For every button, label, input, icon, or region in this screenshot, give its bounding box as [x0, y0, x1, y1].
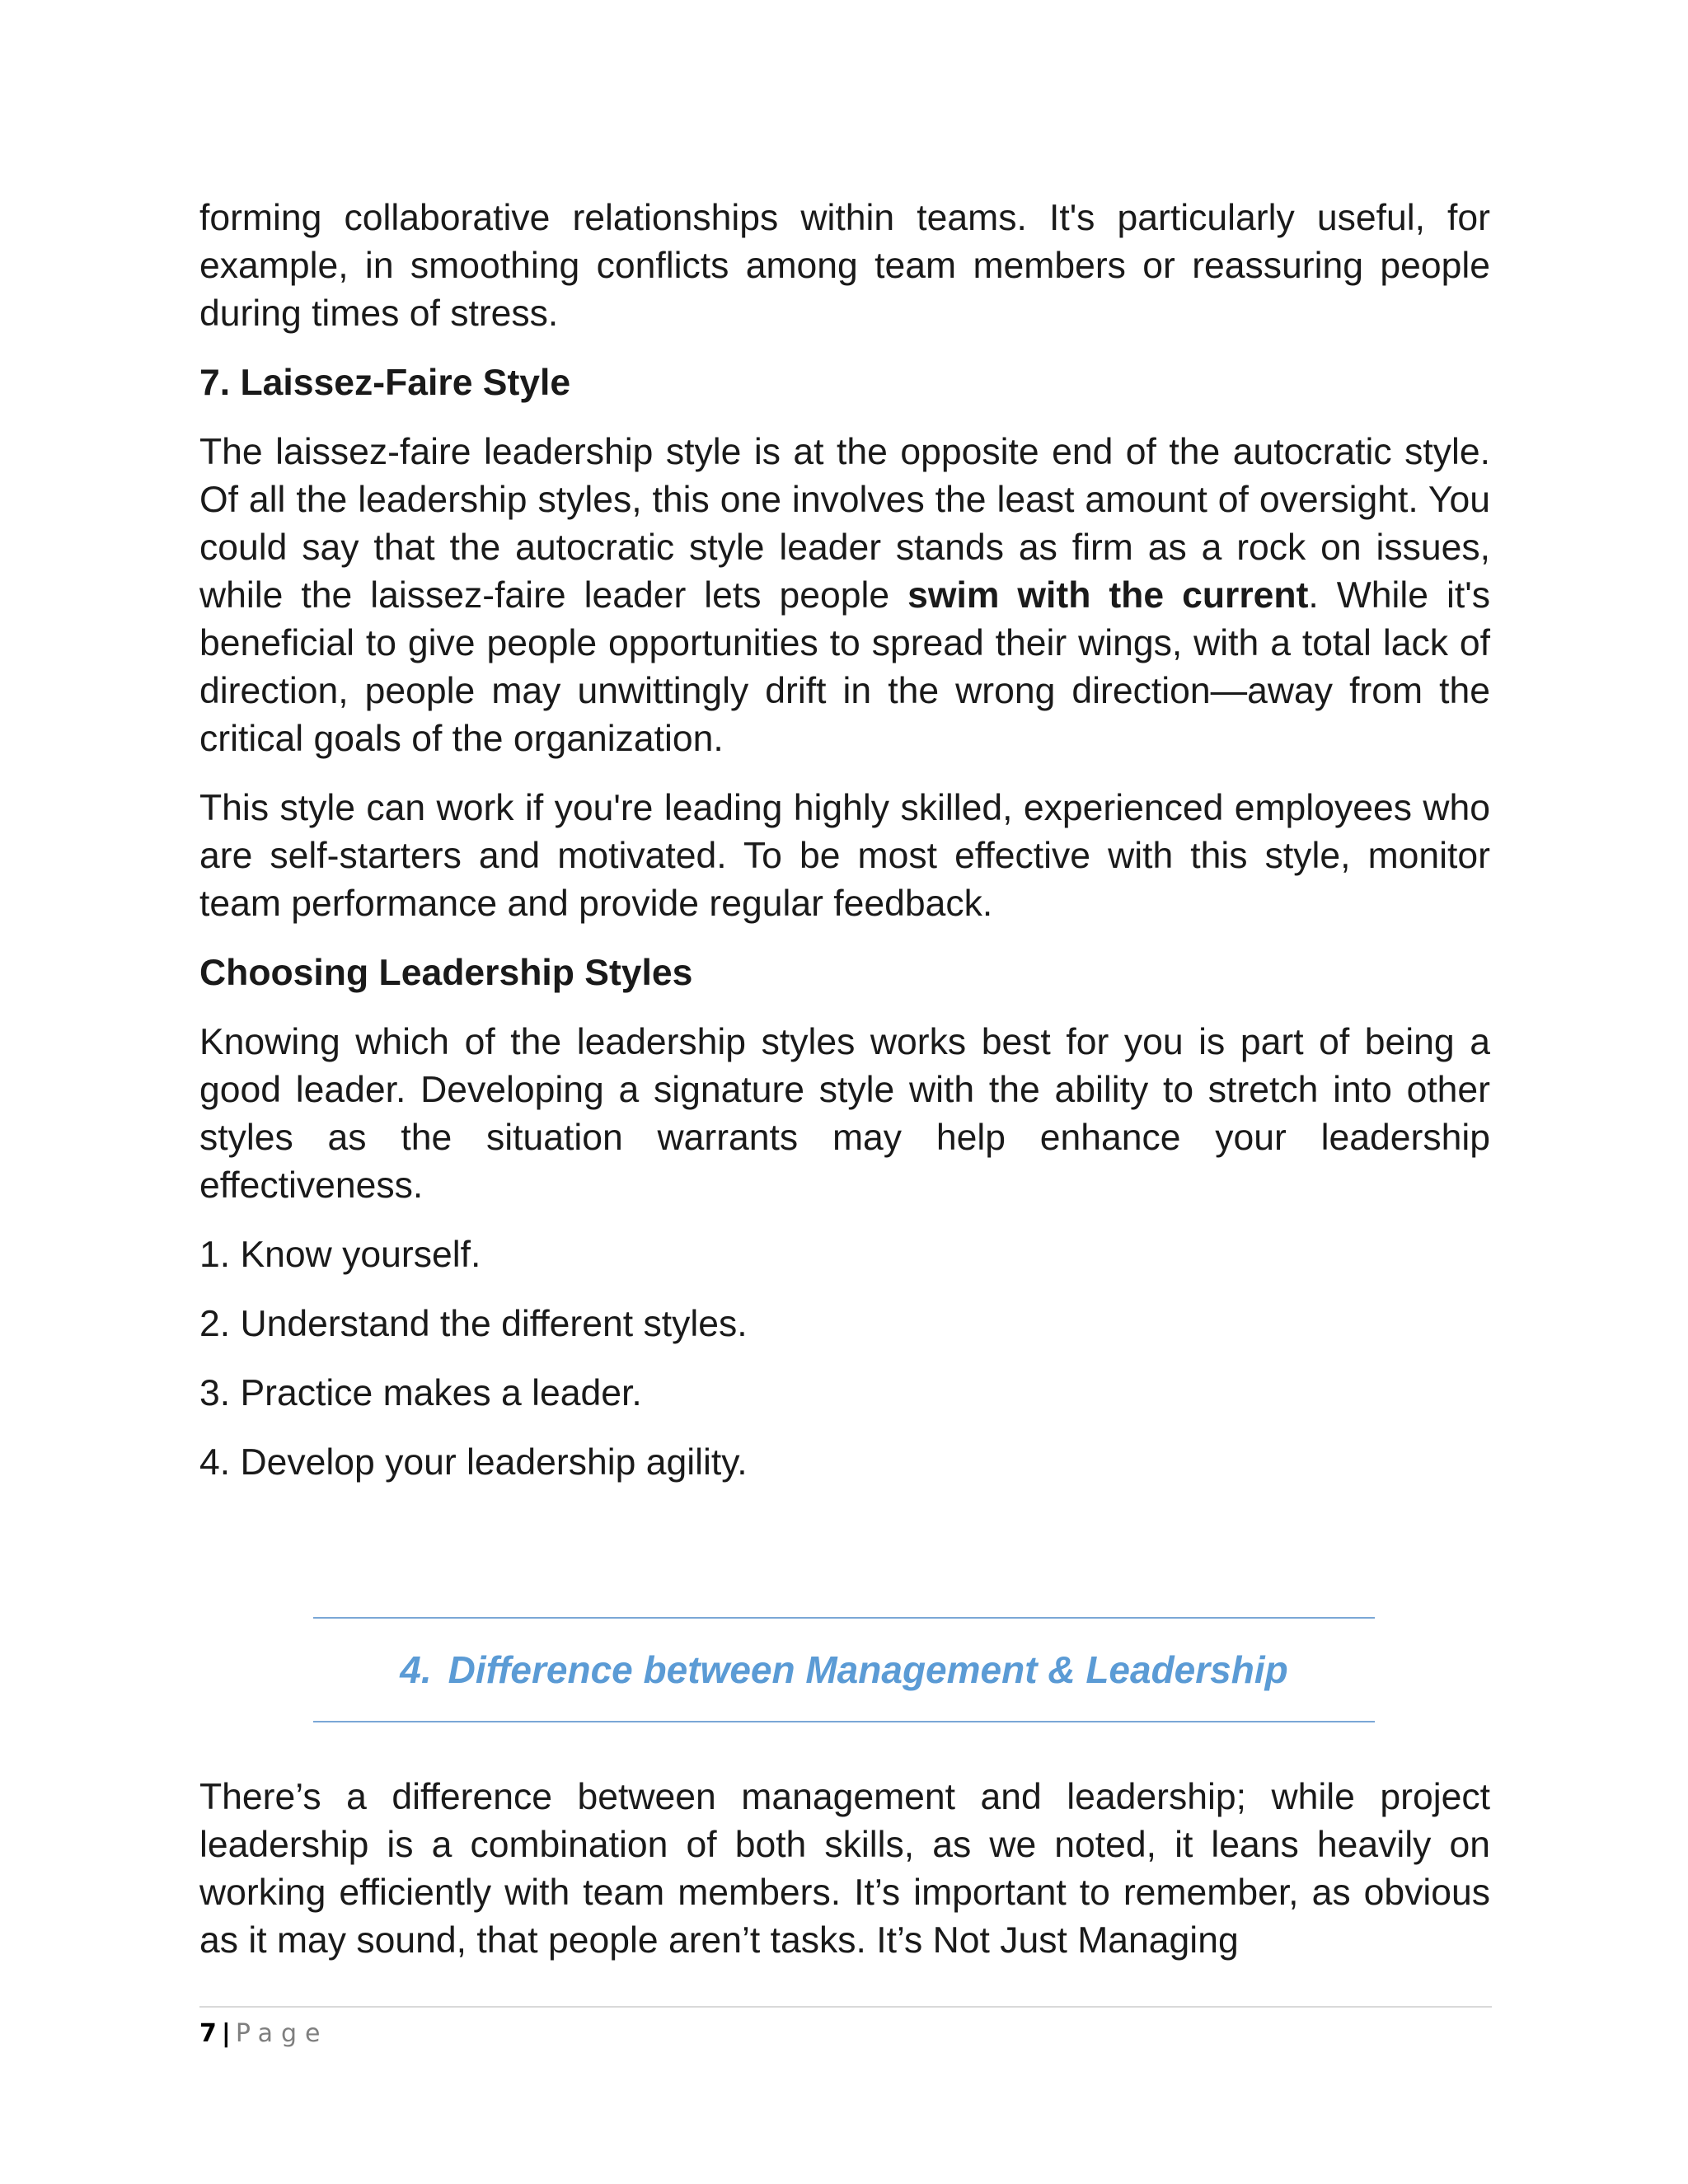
step-item: 4. Develop your leadership agility.: [199, 1442, 748, 1483]
step-item: 3. Practice makes a leader.: [199, 1373, 642, 1413]
section-heading-number: 4.: [400, 1648, 432, 1691]
page-footer: [199, 2006, 1492, 2048]
section-heading: [400, 1647, 1287, 1692]
page-body: [199, 194, 1490, 1508]
page-label: Page: [235, 2019, 329, 2048]
choosing-styles-heading: Choosing Leadership Styles: [199, 953, 693, 993]
section-heading-title: Difference between Management & Leadership: [448, 1648, 1288, 1691]
laissez-faire-bold-phrase: swim with the current: [907, 575, 1309, 616]
laissez-faire-heading: 7. Laissez-Faire Style: [199, 363, 571, 403]
choosing-styles-paragraph: Knowing which of the leadership styles works best for you is part of being a good leader. Developing a signature style with the ability to stretch into other styles as the situation warrants may help enhance your leadership effectiveness.: [199, 1022, 1490, 1206]
page-separator: |: [221, 2019, 231, 2048]
step-item: 2. Understand the different styles.: [199, 1304, 748, 1344]
step-item: 1. Know yourself.: [199, 1235, 481, 1275]
intro-paragraph: forming collaborative relationships within teams. It's particularly useful, for example, in smoothing conflicts among team members or reassuring people during times of stress.: [199, 198, 1490, 334]
laissez-faire-text-start: The laissez-faire leadership style is at the opposite end of the autocratic style. Of all the leadership styles, this one involves the least amount of oversight. You could say that the autocratic style leader stands as firm as a rock on issues, while the laissez-faire leader lets people: [199, 432, 1490, 616]
difference-paragraph: There’s a difference between management and leadership; while project leadership is a combination of both skills, as we noted, it leans heavily on working efficiently with team members. It’s important to remember, as obvious as it may sound, that people aren’t tasks. It’s Not Just Managing: [199, 1777, 1490, 1961]
page-number: 7: [199, 2019, 217, 2048]
laissez-faire-text-end: . While it's beneficial to give people opportunities to spread their wings, with a total lack of direction, people may unwittingly drift in the wrong direction—away from the critical goals of the organization.: [199, 575, 1490, 759]
difference-section: [199, 1774, 1490, 1986]
laissez-faire-paragraph-2: This style can work if you're leading highly skilled, experienced employees who are self-starters and motivated. To be most effective with this style, monitor team performance and provide regular feedback.: [199, 788, 1490, 924]
laissez-faire-paragraph-1: [199, 429, 1490, 763]
section-heading-box: [313, 1617, 1375, 1722]
